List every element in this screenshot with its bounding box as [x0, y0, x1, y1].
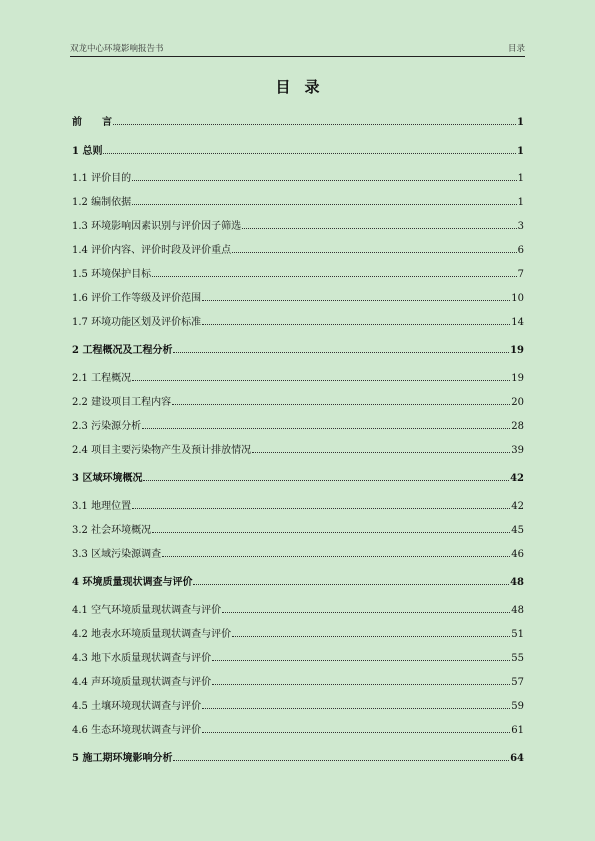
toc-section-entry[interactable]	[72, 242, 524, 256]
toc-dot-leader	[152, 532, 510, 533]
toc-entry-label: 4.2 地表水环境质量现状调查与评价	[72, 629, 232, 640]
toc-entry-label: 3.3 区域污染源调查	[72, 549, 162, 560]
toc-chapter-entry[interactable]	[72, 750, 524, 764]
toc-entry-page-number: 48	[511, 605, 524, 616]
toc-dot-leader	[232, 252, 517, 253]
toc-entry-page-number: 20	[511, 397, 524, 408]
toc-dot-leader	[142, 428, 510, 429]
toc-entry-label: 4.6 生态环境现状调查与评价	[72, 725, 202, 736]
toc-section-entry[interactable]	[72, 418, 524, 432]
toc-dot-leader	[212, 684, 510, 685]
toc-entry-page-number: 42	[510, 473, 524, 484]
toc-dot-leader	[193, 584, 509, 585]
toc-chapter-entry[interactable]	[72, 470, 524, 484]
toc-dot-leader	[202, 324, 510, 325]
toc-chapter-entry[interactable]	[72, 143, 524, 157]
toc-entry-label: 2.2 建设项目工程内容	[72, 397, 172, 408]
toc-entry-label: 前 言	[72, 117, 112, 128]
toc-entry-page-number: 7	[517, 269, 524, 280]
toc-chapter-entry[interactable]	[72, 114, 524, 128]
toc-section-entry[interactable]	[72, 170, 524, 184]
toc-dot-leader	[132, 380, 510, 381]
running-header	[70, 40, 525, 57]
toc-dot-leader	[173, 760, 509, 761]
toc-section-entry[interactable]	[72, 290, 524, 304]
toc-entry-label: 5 施工期环境影响分析	[72, 753, 173, 764]
toc-entry-page-number: 28	[511, 421, 524, 432]
toc-entry-label: 1.7 环境功能区划及评价标准	[72, 317, 202, 328]
toc-dot-leader	[252, 452, 510, 453]
toc-dot-leader	[202, 300, 510, 301]
toc-dot-leader	[173, 352, 509, 353]
toc-dot-leader	[212, 660, 510, 661]
toc-entry-page-number: 57	[511, 677, 524, 688]
toc-entry-label: 4 环境质量现状调查与评价	[72, 577, 193, 588]
toc-dot-leader	[113, 124, 516, 125]
toc-entry-page-number: 61	[511, 725, 524, 736]
toc-entry-page-number: 51	[511, 629, 524, 640]
toc-entry-page-number: 39	[511, 445, 524, 456]
toc-entry-page-number: 1	[517, 173, 524, 184]
toc-entry-page-number: 45	[511, 525, 524, 536]
toc-section-entry[interactable]	[72, 722, 524, 736]
toc-dot-leader	[232, 636, 510, 637]
toc-entry-label: 1.3 环境影响因素识别与评价因子筛选	[72, 221, 242, 232]
toc-entry-label: 1 总则	[72, 146, 103, 157]
toc-dot-leader	[103, 153, 516, 154]
toc-dot-leader	[222, 612, 510, 613]
toc-entry-page-number: 64	[510, 753, 524, 764]
toc-entry-page-number: 42	[511, 501, 524, 512]
toc-dot-leader	[172, 404, 510, 405]
toc-section-entry[interactable]	[72, 498, 524, 512]
toc-chapter-entry[interactable]	[72, 574, 524, 588]
toc-entry-page-number: 1	[517, 117, 524, 128]
toc-entry-page-number: 55	[511, 653, 524, 664]
page-title: 目录	[275, 78, 334, 96]
toc-dot-leader	[202, 732, 510, 733]
toc-section-entry[interactable]	[72, 194, 524, 208]
toc-entry-page-number: 19	[510, 345, 524, 356]
toc-entry-label: 1.5 环境保护目标	[72, 269, 152, 280]
toc-entry-page-number: 48	[510, 577, 524, 588]
toc-section-entry[interactable]	[72, 522, 524, 536]
toc-entry-label: 4.1 空气环境质量现状调查与评价	[72, 605, 222, 616]
toc-entry-label: 4.3 地下水质量现状调查与评价	[72, 653, 212, 664]
toc-section-entry[interactable]	[72, 546, 524, 560]
toc-entry-page-number: 1	[517, 146, 524, 157]
toc-section-entry[interactable]	[72, 674, 524, 688]
toc-entry-page-number: 1	[517, 197, 524, 208]
toc-entry-label: 2.4 项目主要污染物产生及预计排放情况	[72, 445, 252, 456]
toc-section-entry[interactable]	[72, 370, 524, 384]
toc-entry-label: 1.6 评价工作等级及评价范围	[72, 293, 202, 304]
toc-dot-leader	[152, 276, 517, 277]
toc-section-entry[interactable]	[72, 626, 524, 640]
toc-chapter-entry[interactable]	[72, 342, 524, 356]
toc-section-entry[interactable]	[72, 442, 524, 456]
toc-entry-page-number: 10	[511, 293, 524, 304]
toc-section-entry[interactable]	[72, 266, 524, 280]
toc-entry-label: 1.4 评价内容、评价时段及评价重点	[72, 245, 232, 256]
toc-entry-page-number: 3	[517, 221, 524, 232]
toc-entry-label: 2 工程概况及工程分析	[72, 345, 173, 356]
toc-section-entry[interactable]	[72, 650, 524, 664]
toc-entry-label: 2.3 污染源分析	[72, 421, 142, 432]
toc-section-entry[interactable]	[72, 394, 524, 408]
toc-entry-label: 2.1 工程概况	[72, 373, 132, 384]
toc-dot-leader	[202, 708, 510, 709]
toc-section-entry[interactable]	[72, 602, 524, 616]
toc-dot-leader	[162, 556, 510, 557]
toc-section-entry[interactable]	[72, 698, 524, 712]
toc-entry-page-number: 46	[511, 549, 524, 560]
toc-entry-label: 3.1 地理位置	[72, 501, 132, 512]
header-document-title: 双龙中心环境影响报告书	[70, 44, 164, 54]
toc-dot-leader	[132, 180, 517, 181]
toc-entry-label: 4.5 土壤环境现状调查与评价	[72, 701, 202, 712]
toc-dot-leader	[132, 508, 510, 509]
toc-entry-label: 3.2 社会环境概况	[72, 525, 152, 536]
toc-entry-page-number: 19	[511, 373, 524, 384]
toc-entry-label: 1.2 编制依据	[72, 197, 132, 208]
toc-section-entry[interactable]	[72, 314, 524, 328]
toc-entry-label: 4.4 声环境质量现状调查与评价	[72, 677, 212, 688]
toc-entry-page-number: 14	[511, 317, 524, 328]
toc-dot-leader	[132, 204, 517, 205]
toc-entry-label: 1.1 评价目的	[72, 173, 132, 184]
toc-entry-label: 3 区域环境概况	[72, 473, 143, 484]
toc-section-entry[interactable]	[72, 218, 524, 232]
toc-dot-leader	[143, 480, 509, 481]
toc-dot-leader	[242, 228, 517, 229]
header-section-name: 目录	[507, 44, 525, 54]
toc-entry-page-number: 59	[511, 701, 524, 712]
toc-entry-page-number: 6	[517, 245, 524, 256]
